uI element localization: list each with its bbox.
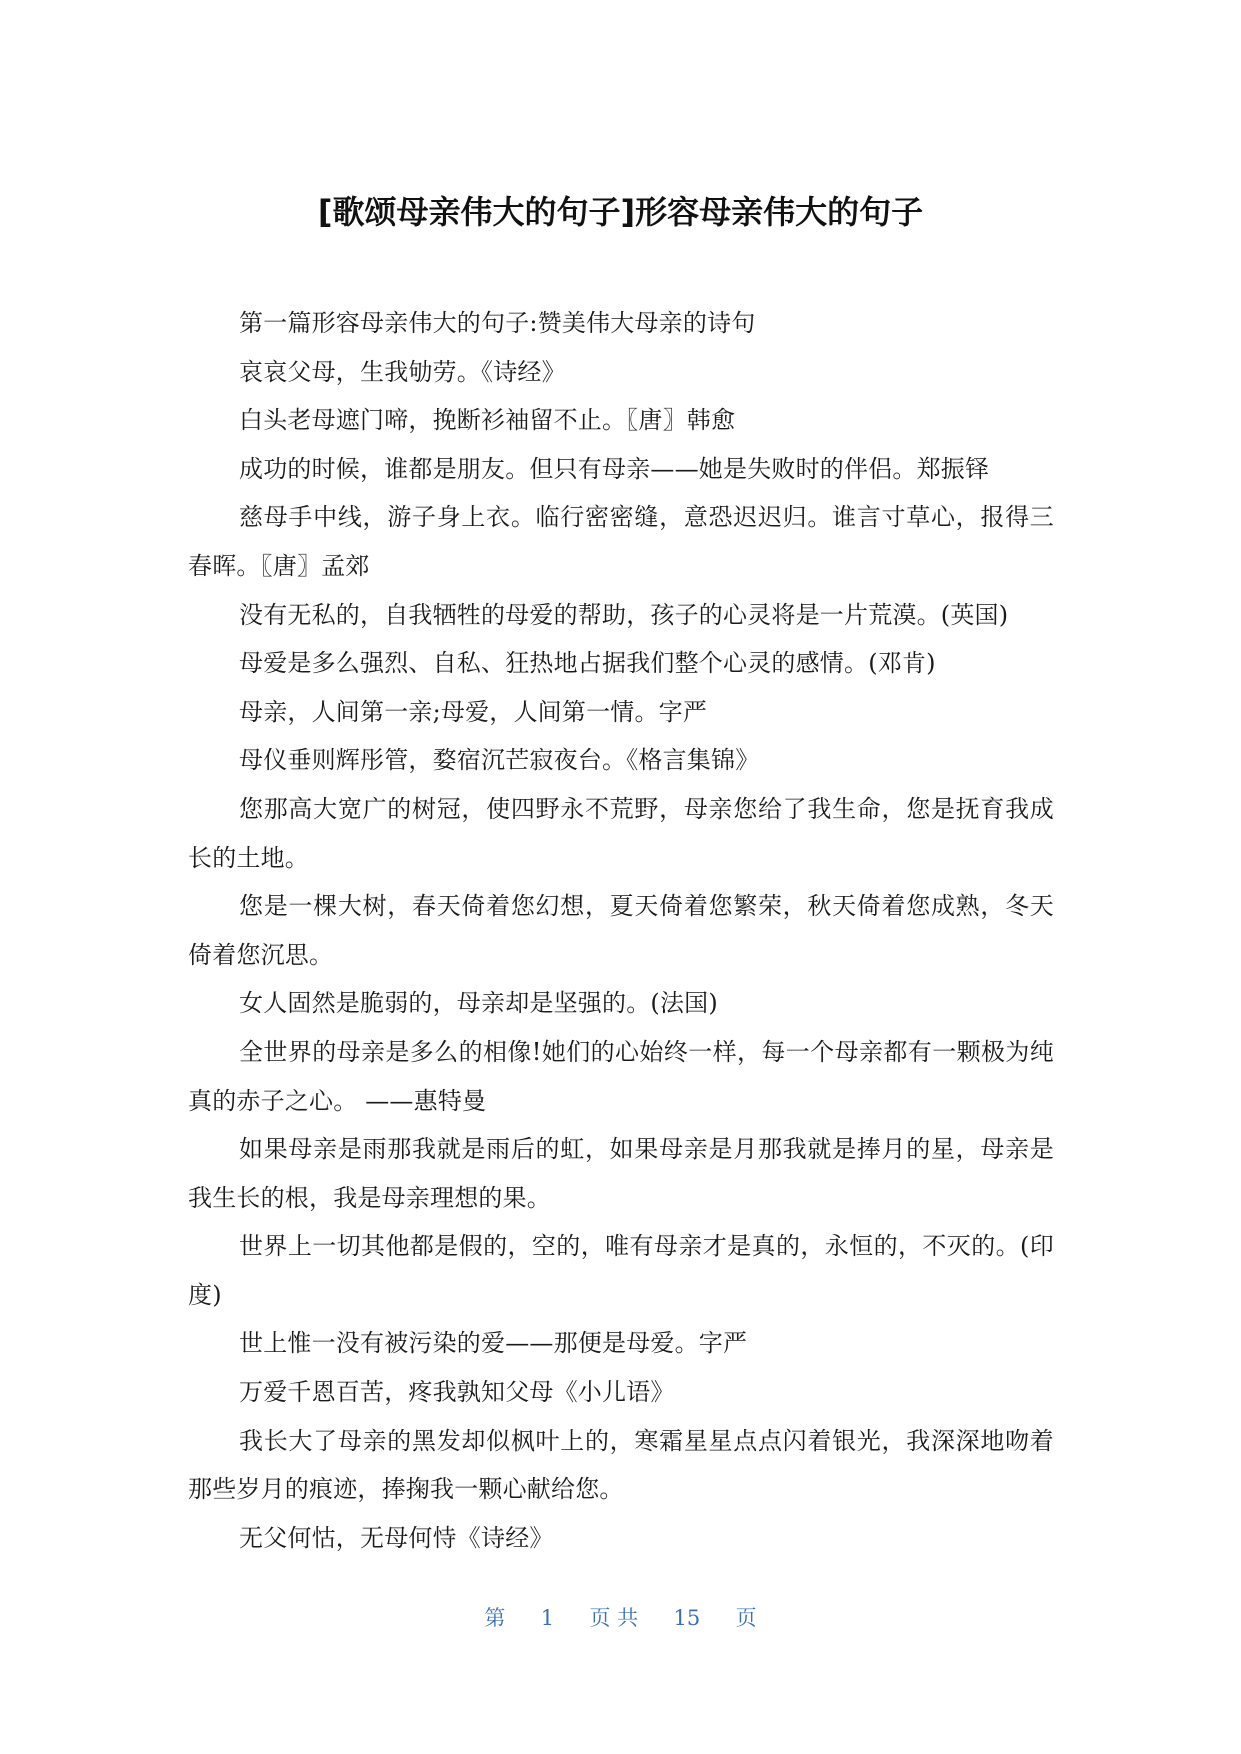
page-title: [歌颂母亲伟大的句子]形容母亲伟大的句子 [317,193,924,231]
paragraph: 母仪垂则辉彤管，婺宿沉芒寂夜台。《格言集锦》 [239,746,760,775]
paragraph: 成功的时候，谁都是朋友。但只有母亲——她是失败时的伴侣。郑振铎 [239,454,990,483]
paragraph: 世界上一切其他都是假的，空的，唯有母亲才是真的，永恒的，不灭的。(印度) [188,1232,1054,1309]
paragraph: 白头老母遮门啼，挽断衫袖留不止。〖唐〗韩愈 [239,406,736,435]
document-body [188,299,1054,1562]
paragraph: 母亲，人间第一亲;母爱，人间第一情。字严 [239,697,708,726]
footer-suffix: 页 [735,1606,757,1630]
current-page-number: 1 [540,1606,555,1630]
paragraph: 没有无私的，自我牺牲的母爱的帮助，孩子的心灵将是一片荒漠。(英国) [239,600,1009,629]
footer-prefix: 第 [484,1606,506,1630]
page-footer [0,1602,1241,1632]
paragraph: 您那高大宽广的树冠，使四野永不荒野，母亲您给了我生命，您是抚育我成长的土地。 [188,794,1054,872]
paragraph: 如果母亲是雨那我就是雨后的虹，如果母亲是月那我就是捧月的星，母亲是我生长的根，我是母亲理想的果。 [188,1135,1054,1212]
paragraph: 哀哀父母，生我劬劳。《诗经》 [239,357,566,386]
paragraph: 母爱是多么强烈、自私、狂热地占据我们整个心灵的感情。(邓肯) [239,649,936,678]
paragraph: 世上惟一没有被污染的爱——那便是母爱。字严 [239,1329,748,1358]
paragraph: 第一篇形容母亲伟大的句子:赞美伟大母亲的诗句 [239,309,756,337]
paragraph: 万爱千恩百苦，疼我孰知父母《小儿语》 [239,1378,675,1407]
footer-middle: 页 共 [589,1606,639,1630]
total-pages: 15 [673,1606,701,1630]
paragraph: 慈母手中线，游子身上衣。临行密密缝，意恐迟迟归。谁言寸草心，报得三春晖。〖唐〗孟郊 [188,503,1054,580]
paragraph: 无父何怙，无母何恃《诗经》 [239,1523,554,1552]
paragraph: 女人固然是脆弱的，母亲却是坚强的。(法国) [239,989,718,1018]
paragraph: 您是一棵大树，春天倚着您幻想，夏天倚着您繁荣，秋天倚着您成熟，冬天倚着您沉思。 [188,892,1054,969]
paragraph: 我长大了母亲的黑发却似枫叶上的，寒霜星星点点闪着银光，我深深地吻着那些岁月的痕迹，捧掬我一颗心献给您。 [188,1426,1054,1504]
paragraph: 全世界的母亲是多么的相像!她们的心始终一样，每一个母亲都有一颗极为纯真的赤子之心。 ——惠特曼 [188,1037,1054,1115]
